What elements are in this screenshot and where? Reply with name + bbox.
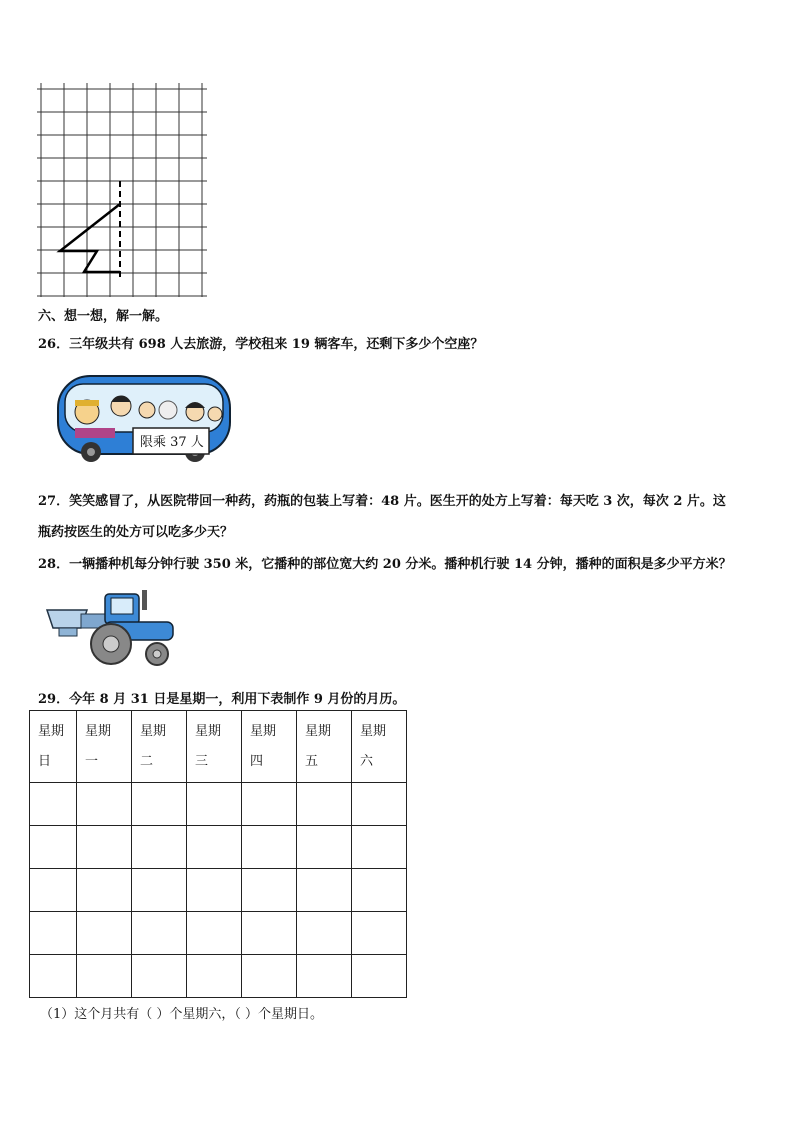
section-heading: 六、想一想，解一解。 — [38, 309, 169, 324]
calendar-cell[interactable] — [77, 955, 132, 998]
calendar-cell[interactable] — [30, 955, 77, 998]
calendar-cell[interactable] — [352, 955, 407, 998]
calendar-cell[interactable] — [187, 955, 242, 998]
calendar-cell[interactable] — [132, 912, 187, 955]
question-27 — [38, 490, 726, 509]
calendar-cell[interactable] — [297, 912, 352, 955]
calendar-cell[interactable] — [132, 955, 187, 998]
calendar-header-cell: 星期 四 — [242, 711, 297, 783]
calendar-cell[interactable] — [297, 826, 352, 869]
calendar-cell[interactable] — [242, 783, 297, 826]
calendar-cell[interactable] — [132, 869, 187, 912]
calendar-row — [30, 826, 407, 869]
question-28 — [38, 553, 732, 572]
question-26 — [38, 333, 483, 352]
calendar-row — [30, 869, 407, 912]
calendar-cell[interactable] — [30, 912, 77, 955]
bus-sign: 限乘 37 人 — [140, 435, 204, 450]
calendar-header-cell: 星期 三 — [187, 711, 242, 783]
calendar-cell[interactable] — [77, 912, 132, 955]
calendar-cell[interactable] — [187, 869, 242, 912]
calendar-cell[interactable] — [187, 912, 242, 955]
calendar-row — [30, 783, 407, 826]
calendar-cell[interactable] — [352, 912, 407, 955]
calendar-cell[interactable] — [30, 826, 77, 869]
calendar-header-cell: 星期 一 — [77, 711, 132, 783]
calendar-cell[interactable] — [297, 869, 352, 912]
calendar-cell[interactable] — [77, 826, 132, 869]
calendar-cell[interactable] — [352, 826, 407, 869]
calendar-cell[interactable] — [352, 869, 407, 912]
calendar-cell[interactable] — [77, 869, 132, 912]
calendar-cell[interactable] — [242, 826, 297, 869]
question-29 — [38, 688, 405, 707]
question-number: 26． — [38, 337, 70, 352]
bus-illustration — [55, 372, 235, 464]
calendar-header-cell: 星期 六 — [352, 711, 407, 783]
calendar-header-cell: 星期 日 — [30, 711, 77, 783]
question-text-line1: 笑笑感冒了，从医院带回一种药，药瓶的包装上写着：48 片。医生开的处方上写着：每天吃 3 次，每次 2 片。这 — [69, 494, 726, 509]
calendar-cell[interactable] — [297, 955, 352, 998]
question-text: 一辆播种机每分钟行驶 350 米，它播种的部位宽大约 20 分米。播种机行驶 14 分钟，播种的面积是多少平方米？ — [69, 557, 732, 572]
calendar-row — [30, 912, 407, 955]
calendar-header-row — [30, 711, 407, 783]
question-text: 今年 8 月 31 日是星期一，利用下表制作 9 月份的月历。 — [69, 692, 406, 707]
calendar-header-cell: 星期 五 — [297, 711, 352, 783]
calendar-cell[interactable] — [352, 783, 407, 826]
calendar-cell[interactable] — [242, 955, 297, 998]
question-number: 28． — [38, 557, 70, 572]
calendar-cell[interactable] — [77, 783, 132, 826]
question-text: 三年级共有 698 人去旅游，学校租来 19 辆客车，还剩下多少个空座？ — [69, 337, 484, 352]
calendar-cell[interactable] — [242, 912, 297, 955]
calendar-table — [29, 710, 407, 998]
calendar-row — [30, 955, 407, 998]
calendar-cell[interactable] — [187, 826, 242, 869]
calendar-cell[interactable] — [30, 783, 77, 826]
calendar-cell[interactable] — [187, 783, 242, 826]
question-29-sub1: （1）这个月共有（ ）个星期六，（ ）个星期日。 — [40, 1007, 324, 1022]
calendar-cell[interactable] — [132, 783, 187, 826]
seeder-illustration — [45, 588, 180, 670]
calendar-header-cell: 星期 二 — [132, 711, 187, 783]
calendar-cell[interactable] — [297, 783, 352, 826]
question-number: 27． — [38, 494, 70, 509]
calendar-cell[interactable] — [242, 869, 297, 912]
shape-outline — [60, 204, 120, 272]
question-number: 29． — [38, 692, 70, 707]
grid-figure — [37, 83, 209, 299]
calendar-cell[interactable] — [132, 826, 187, 869]
calendar-cell[interactable] — [30, 869, 77, 912]
question-27-line2: 瓶药按医生的处方可以吃多少天？ — [38, 525, 234, 540]
